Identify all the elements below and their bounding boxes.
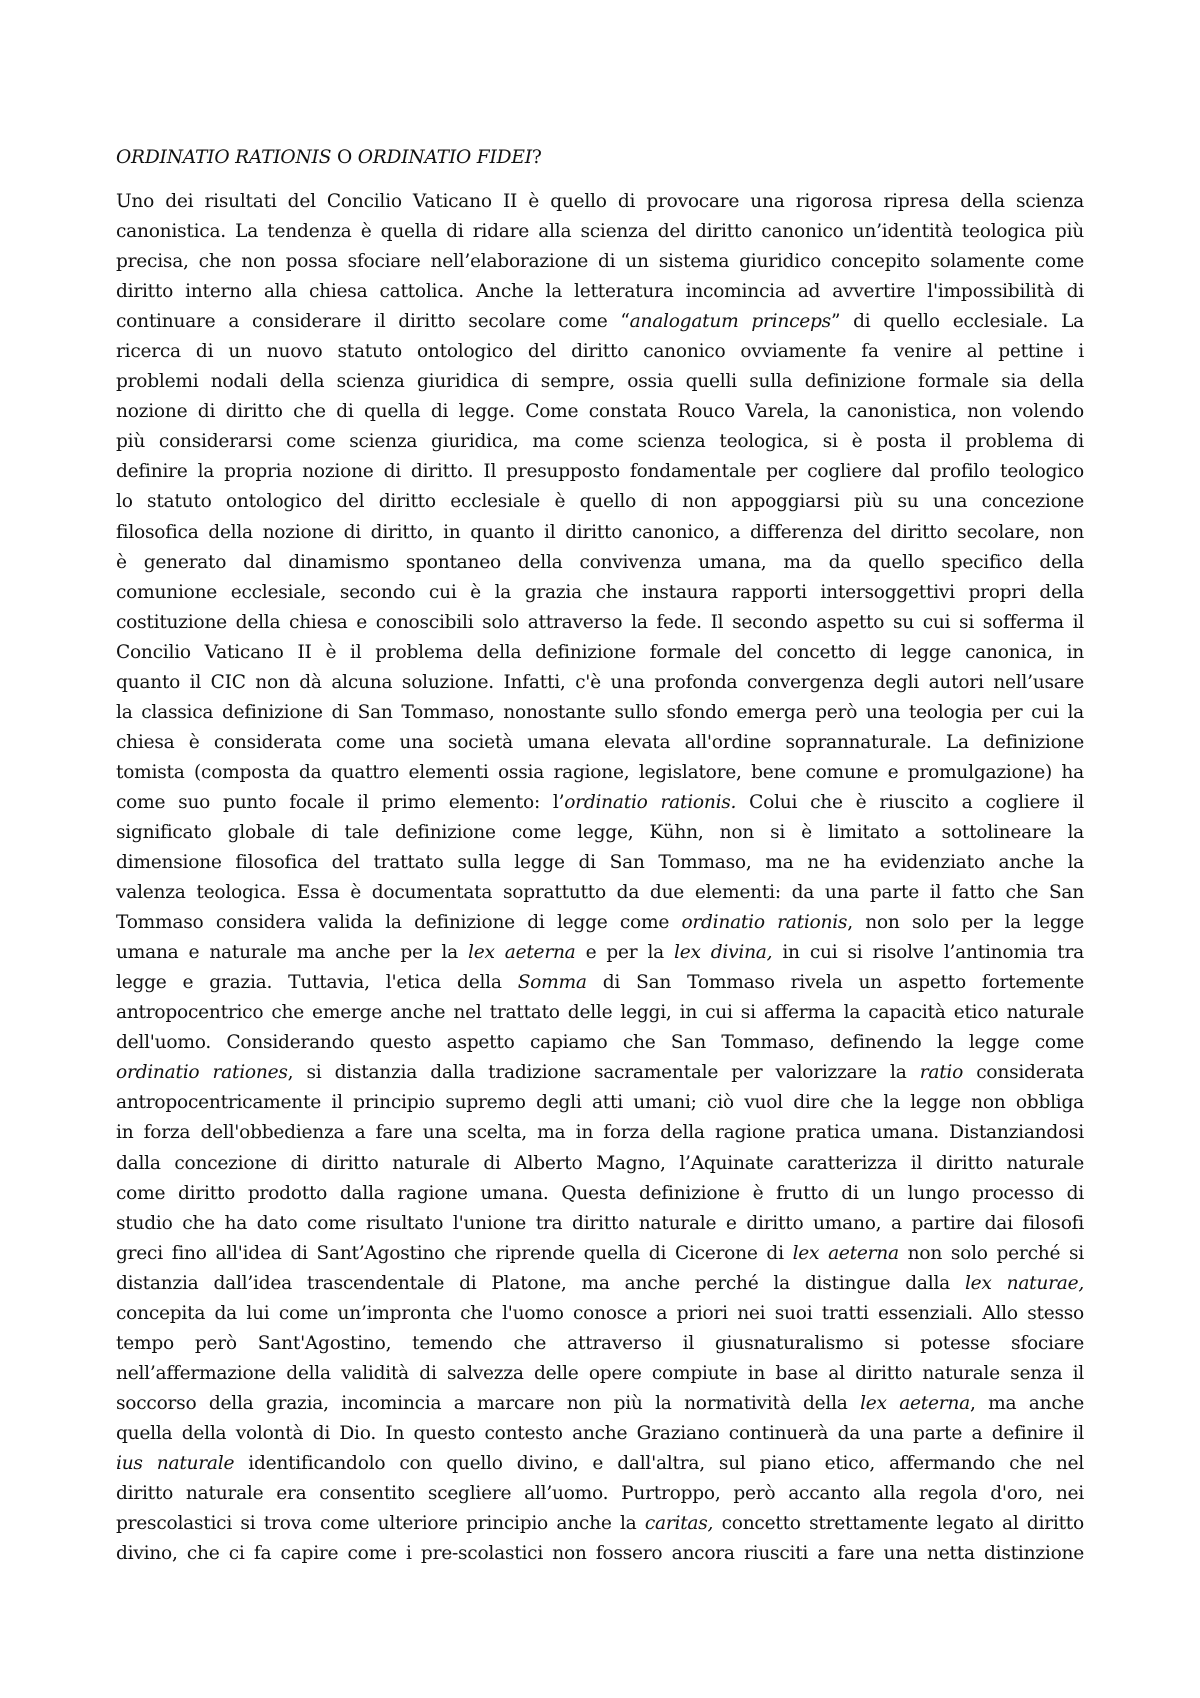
text-line xyxy=(116,1179,1084,1209)
text-run: , si distanzia dalla tradizione sacramentale per valorizzare la xyxy=(287,1062,920,1084)
text-run: chiesa è considerata come una società umana elevata all'ordine soprannaturale. La definizione xyxy=(116,731,1084,753)
text-run: quanto il CIC non dà alcuna soluzione. Infatti, c'è una profonda convergenza degli autori nell’usare xyxy=(116,671,1084,693)
title-part-1: ORDINATIO RATIONIS xyxy=(116,147,332,168)
text-run: distanzia dall’idea trascendentale di Platone, ma anche perché la distingue dalla xyxy=(116,1272,965,1294)
text-run: costituzione della chiesa e conoscibili solo attraverso la fede. Il secondo aspetto su cui si sofferma il xyxy=(116,611,1084,633)
text-line xyxy=(116,1118,1084,1148)
text-run: la classica definizione di San Tommaso, nonostante sullo sfondo emerga però una teologia per cui la xyxy=(116,701,1084,723)
text-run: studio che ha dato come risultato l'unione tra diritto naturale e diritto umano, a partire dai filosofi xyxy=(116,1212,1084,1234)
italic-term: lex aeterna xyxy=(792,1242,899,1264)
text-line xyxy=(116,367,1084,397)
text-run: antropocentricamente il principio supremo degli atti umani; ciò vuol dire che la legge non obbliga xyxy=(116,1092,1084,1114)
text-run: come diritto prodotto dalla ragione umana. Questa definizione è frutto di un lungo processo di xyxy=(116,1182,1084,1204)
italic-term: ius naturale xyxy=(116,1452,235,1474)
text-line xyxy=(116,1449,1084,1479)
text-run: greci fino all'idea di Sant’Agostino che riprende quella di Cicerone di xyxy=(116,1242,793,1264)
text-run: significato globale di tale definizione come legge, Kühn, non si è limitato a sottolineare la xyxy=(116,821,1084,843)
text-run: comunione ecclesiale, secondo cui è la grazia che instaura rapporti intersoggettivi propri della xyxy=(116,581,1084,603)
text-run: soccorso della grazia, incomincia a marcare non più la normatività della xyxy=(116,1392,861,1414)
text-run: Colui che è riuscito a cogliere il xyxy=(736,791,1085,813)
text-run: concetto strettamente legato al diritto xyxy=(713,1513,1084,1535)
text-run: , ma anche xyxy=(969,1392,1084,1414)
text-line xyxy=(116,397,1084,427)
text-line xyxy=(116,1479,1084,1509)
text-line xyxy=(116,187,1084,217)
text-line xyxy=(116,638,1084,668)
text-run: non solo perché si xyxy=(898,1242,1085,1264)
text-line xyxy=(116,548,1084,578)
text-line xyxy=(116,307,1084,337)
text-run: dell'uomo. Considerando questo aspetto capiamo che San Tommaso, definendo la legge come xyxy=(116,1032,1084,1054)
text-line xyxy=(116,337,1084,367)
text-run: precisa, che non possa sfociare nell’elaborazione di un sistema giuridico concepito solamente come xyxy=(116,251,1084,273)
text-line xyxy=(116,1329,1084,1359)
italic-term: ratio xyxy=(919,1062,964,1084)
text-line xyxy=(116,1209,1084,1239)
text-run: canonistica. La tendenza è quella di ridare alla scienza del diritto canonico un’identità teologica più xyxy=(116,221,1084,243)
text-run: legge e grazia. Tuttavia, l'etica della xyxy=(116,972,518,994)
text-line xyxy=(116,878,1084,908)
text-line xyxy=(116,1299,1084,1329)
text-run: diritto interno alla chiesa cattolica. Anche la letteratura incomincia ad avvertire l'impossibilità di xyxy=(116,281,1084,303)
italic-term: ordinatio rationis xyxy=(681,912,848,934)
italic-term: lex aeterna xyxy=(468,942,576,964)
text-run: concepita da lui come un’impronta che l'uomo conosce a priori nei suoi tratti essenziali. Allo stesso xyxy=(116,1302,1084,1324)
text-run: identificandolo con quello divino, e dall'altra, sul piano etico, affermando che nel xyxy=(234,1452,1084,1474)
text-run: valenza teologica. Essa è documentata soprattutto da due elementi: da una parte il fatto che San xyxy=(116,882,1084,904)
text-run: come suo punto focale il primo elemento: l’ xyxy=(116,791,565,813)
body-paragraph xyxy=(116,187,1084,1569)
text-line xyxy=(116,998,1084,1028)
text-line xyxy=(116,518,1084,548)
text-run: di San Tommaso rivela un aspetto fortemente xyxy=(586,972,1084,994)
text-line xyxy=(116,1239,1084,1269)
text-line xyxy=(116,758,1084,788)
text-run: lo statuto ontologico del diritto ecclesiale è quello di non appoggiarsi più su una concezione xyxy=(116,491,1084,513)
text-run: ” di quello ecclesiale. La xyxy=(830,311,1085,333)
text-line xyxy=(116,728,1084,758)
text-run: dalla concezione di diritto naturale di Alberto Magno, l’Aquinate caratterizza il diritto naturale xyxy=(116,1152,1084,1174)
text-run: Tommaso considera valida la definizione di legge come xyxy=(116,912,682,934)
text-line xyxy=(116,908,1084,938)
text-line xyxy=(116,1058,1084,1088)
text-run: Uno dei risultati del Concilio Vaticano II è quello di provocare una rigorosa ripresa della scienza xyxy=(116,191,1084,212)
text-run: problemi nodali della scienza giuridica di sempre, ossia quelli sulla definizione formale sia della xyxy=(116,371,1084,393)
text-run: continuare a considerare il diritto secolare come “ xyxy=(116,311,630,333)
text-line xyxy=(116,1088,1084,1118)
text-line xyxy=(116,1539,1084,1569)
italic-term: lex divina, xyxy=(674,942,773,964)
text-run: e per la xyxy=(575,942,675,964)
title-part-2: ORDINATIO FIDEI xyxy=(357,147,532,168)
text-run: umana e naturale ma anche per la xyxy=(116,942,469,964)
text-run: diritto naturale era consentito scegliere all’uomo. Purtroppo, però accanto alla regola d'oro, nei xyxy=(116,1483,1084,1505)
text-line xyxy=(116,1389,1084,1419)
text-run: dimensione filosofica del trattato sulla legge di San Tommaso, ma ne ha evidenziato anche la xyxy=(116,852,1084,874)
italic-term: caritas, xyxy=(644,1513,714,1535)
italic-term: lex aeterna xyxy=(860,1392,970,1414)
text-line xyxy=(116,668,1084,698)
text-line xyxy=(116,1149,1084,1179)
text-line xyxy=(116,848,1084,878)
text-run: definire la propria nozione di diritto. Il presupposto fondamentale per cogliere dal profilo teologico xyxy=(116,461,1084,483)
title-question-mark: ? xyxy=(531,147,542,168)
text-line xyxy=(116,487,1084,517)
italic-term: Somma xyxy=(517,972,587,994)
text-run: divino, che ci fa capire come i pre-scolastici non fossero ancora riusciti a fare una netta distinzione xyxy=(116,1543,1084,1565)
text-run: in cui si risolve l’antinomia tra xyxy=(772,942,1084,964)
text-line xyxy=(116,247,1084,277)
text-line xyxy=(116,1419,1084,1449)
text-run: quella della volontà di Dio. In questo contesto anche Graziano continuerà da una parte a definire il xyxy=(116,1422,1084,1444)
title-connector: O xyxy=(331,147,358,168)
text-line xyxy=(116,608,1084,638)
text-line xyxy=(116,788,1084,818)
italic-term: ordinatio rationes xyxy=(116,1062,288,1084)
text-run: tempo però Sant'Agostino, temendo che attraverso il giusnaturalismo si potesse sfociare xyxy=(116,1332,1084,1354)
text-line xyxy=(116,457,1084,487)
text-run: è generato dal dinamismo spontaneo della convivenza umana, ma da quello specifico della xyxy=(116,551,1084,573)
text-run: tomista (composta da quattro elementi ossia ragione, legislatore, bene comune e promulgazione) ha xyxy=(116,761,1084,783)
italic-term: analogatum princeps xyxy=(629,311,831,333)
text-line xyxy=(116,698,1084,728)
document-title xyxy=(116,143,1084,173)
text-line xyxy=(116,217,1084,247)
italic-term: ordinatio rationis. xyxy=(564,791,737,813)
text-run: prescolastici si trova come ulteriore principio anche la xyxy=(116,1513,645,1535)
text-line xyxy=(116,578,1084,608)
text-run: , non solo per la legge xyxy=(847,912,1084,934)
text-line xyxy=(116,968,1084,998)
text-run: nell’affermazione della validità di salvezza delle opere compiute in base al diritto naturale senza il xyxy=(116,1362,1084,1384)
text-run: filosofica della nozione di diritto, in quanto il diritto canonico, a differenza del diritto secolare, non xyxy=(116,521,1084,543)
text-line xyxy=(116,1359,1084,1389)
text-line xyxy=(116,1509,1084,1539)
text-line xyxy=(116,277,1084,307)
text-line xyxy=(116,1269,1084,1299)
text-run: Concilio Vaticano II è il problema della definizione formale del concetto di legge canonica, in xyxy=(116,641,1084,663)
text-run: più considerarsi come scienza giuridica, ma come scienza teologica, si è posta il problema di xyxy=(116,431,1084,453)
text-run: antropocentrico che emerge anche nel trattato delle leggi, in cui si afferma la capacità etico naturale xyxy=(116,1002,1084,1024)
text-run: considerata xyxy=(963,1062,1084,1084)
document-content xyxy=(116,143,1084,1569)
text-line xyxy=(116,938,1084,968)
text-run: in forza dell'obbedienza a fare una scelta, ma in forza della ragione pratica umana. Distanziandosi xyxy=(116,1122,1084,1144)
text-line xyxy=(116,818,1084,848)
text-run: ricerca di un nuovo statuto ontologico del diritto canonico ovviamente fa venire al pettine i xyxy=(116,341,1084,363)
text-line xyxy=(116,427,1084,457)
text-run: nozione di diritto che di quella di legge. Come constata Rouco Varela, la canonistica, non volendo xyxy=(116,401,1084,423)
text-line xyxy=(116,1028,1084,1058)
italic-term: lex naturae, xyxy=(964,1272,1084,1294)
